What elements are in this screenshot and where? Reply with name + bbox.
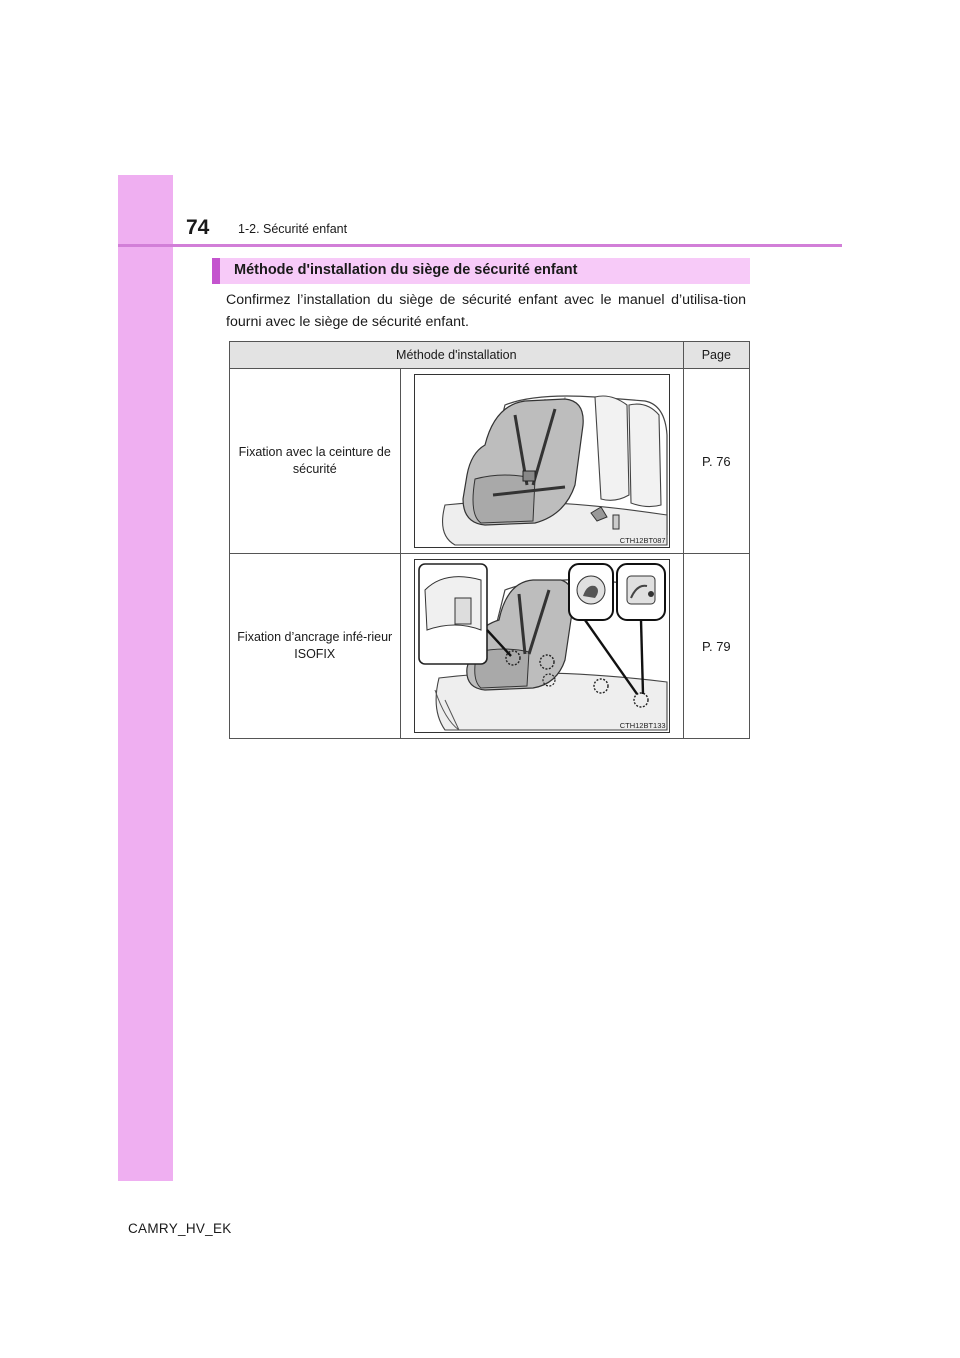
illustration-code: CTH12BT133 (619, 721, 666, 730)
model-code: CAMRY_HV_EK (128, 1221, 232, 1236)
seatbelt-installation-illustration (414, 374, 670, 548)
isofix-installation-illustration (414, 559, 670, 733)
table-header-row (230, 342, 750, 369)
illustration-code: CTH12BT087 (619, 536, 666, 545)
method-seatbelt-label: Fixation avec la ceinture de sécurité (230, 369, 401, 554)
intro-paragraph: Confirmez l’installation du siège de sécurité enfant avec le manuel d’utilisa-tion fourni avec le siège de sécurité enfant. (226, 292, 746, 330)
chapter-side-tab (118, 175, 173, 1181)
page-reference-isofix: P. 79 (683, 554, 749, 739)
column-header-method: Méthode d'installation (230, 342, 684, 369)
page-number: 74 (186, 216, 210, 239)
table-row (230, 369, 750, 554)
section-heading-bar (212, 258, 750, 284)
method-isofix-label: Fixation d’ancrage infé-rieur ISOFIX (230, 554, 401, 739)
section-reference: 1-2. Sécurité enfant (238, 222, 348, 236)
table-row (230, 554, 750, 739)
page-reference-seatbelt: P. 76 (683, 369, 749, 554)
child-seat-isofix-drawing (415, 560, 669, 732)
child-seat-seatbelt-drawing (415, 375, 669, 547)
installation-methods-table (229, 341, 750, 739)
section-heading: Méthode d'installation du siège de sécurité enfant (234, 262, 578, 278)
illustration-cell (400, 369, 683, 554)
illustration-cell (400, 554, 683, 739)
column-header-page: Page (683, 342, 749, 369)
header-divider (118, 244, 842, 247)
